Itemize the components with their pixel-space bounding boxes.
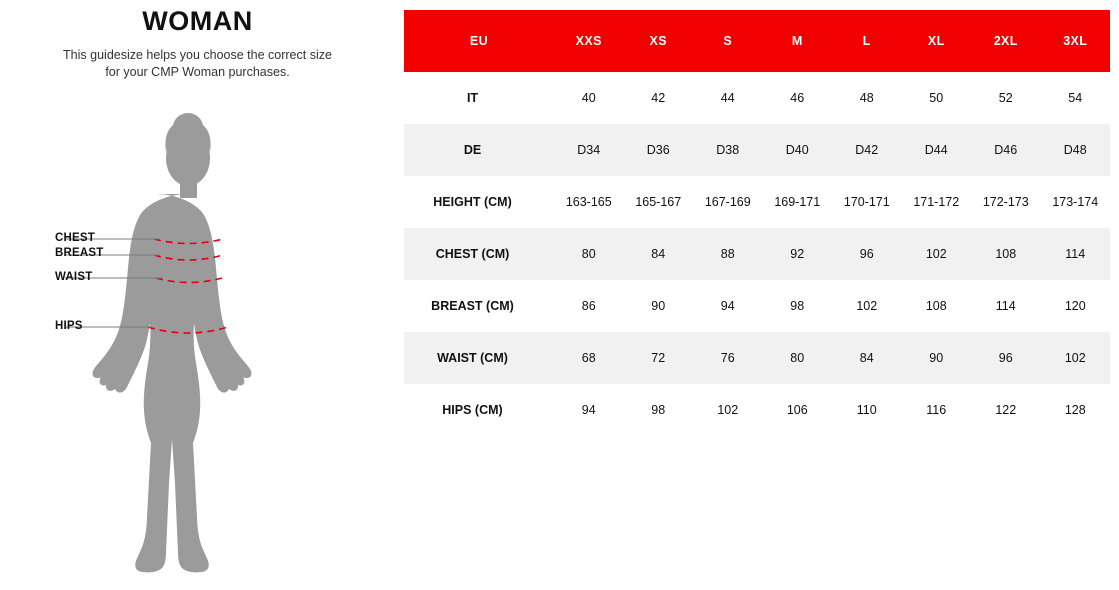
cell: 80 [581,247,596,261]
woman-silhouette-icon [40,108,350,578]
cell: 90 [929,351,944,365]
cell: D48 [1063,143,1087,157]
cell: 84 [859,351,874,365]
cell: 165-167 [635,195,682,209]
cell: D36 [646,143,670,157]
cell: 80 [790,351,805,365]
page-title: WOMAN [142,6,253,36]
cell: 46 [790,91,805,105]
header-cell-eu: EU [469,34,489,48]
cell: 94 [720,299,735,313]
header-cell-3xl: 3XL [1063,34,1088,48]
cell: 108 [925,299,947,313]
cell: 102 [717,403,739,417]
cell: 171-172 [913,195,960,209]
header-cell-2xl: 2XL [993,34,1018,48]
cell: 68 [581,351,596,365]
cell: D38 [716,143,740,157]
cell: 96 [998,351,1013,365]
hips-label: HIPS [55,320,83,332]
cell: 84 [651,247,666,261]
cell: 102 [925,247,947,261]
cell: D40 [785,143,809,157]
woman-figure-wrap [0,108,395,578]
header-cell-xxs: XXS [575,34,602,48]
breast-label: BREAST [55,247,104,259]
cell: 106 [786,403,808,417]
size-table-wrap [404,10,1110,436]
row-label-waist: WAIST (CM) [437,351,508,365]
cell: 86 [581,299,596,313]
row-label-de: DE [463,143,482,157]
cell: 44 [720,91,735,105]
cell: 116 [926,403,947,417]
row-label-hips: HIPS (CM) [442,403,503,417]
cell: 98 [651,403,666,417]
header-cell-xl: XL [927,34,945,48]
table-row [404,332,1110,384]
header-cell-s: S [723,34,733,48]
subtitle-line-1: This guidesize helps you choose the correct size [63,48,332,62]
cell: 88 [720,247,735,261]
header-cell-xs: XS [649,34,667,48]
waist-label: WAIST [55,271,93,283]
cell: 128 [1064,403,1086,417]
size-table-header [404,10,1110,72]
table-row [404,124,1110,176]
cell: 102 [1064,351,1086,365]
page-subtitle [20,47,375,81]
table-row [404,228,1110,280]
cell: 169-171 [774,195,821,209]
cell: 40 [581,91,596,105]
cell: 50 [929,91,944,105]
header-row [404,10,1110,72]
cell: 96 [859,247,874,261]
cell: 76 [720,351,735,365]
cell: 114 [995,299,1016,313]
cell: 98 [790,299,805,313]
cell: 163-165 [565,195,612,209]
table-row [404,72,1110,124]
cell: 72 [651,351,666,365]
cell: 122 [995,403,1017,417]
cell: 90 [651,299,666,313]
size-table-body [404,72,1110,436]
table-row [404,176,1110,228]
cell: 170-171 [843,195,890,209]
cell: 54 [1068,91,1083,105]
cell: 173-174 [1052,195,1099,209]
cell: 48 [859,91,874,105]
cell: 108 [995,247,1017,261]
cell: D42 [855,143,879,157]
row-label-height: HEIGHT (CM) [433,195,512,209]
cell: 114 [1065,247,1086,261]
cell: 172-173 [982,195,1029,209]
size-table [404,10,1110,436]
chest-label: CHEST [55,232,95,244]
table-row [404,280,1110,332]
cell: 110 [856,403,877,417]
cell: 102 [856,299,878,313]
cell: 120 [1064,299,1086,313]
cell: 42 [651,91,666,105]
cell: D34 [577,143,601,157]
cell: 167-169 [704,195,751,209]
row-label-chest: CHEST (CM) [435,247,510,261]
header-cell-m: M [791,34,803,48]
table-row [404,384,1110,436]
cell: 94 [581,403,596,417]
row-label-breast: BREAST (CM) [431,299,514,313]
subtitle-line-2: for your CMP Woman purchases. [105,65,290,79]
cell: 92 [790,247,805,261]
cell: D46 [994,143,1018,157]
row-label-it: IT [466,91,479,105]
header-cell-l: L [862,34,871,48]
figure-panel [0,0,395,590]
cell: 52 [998,91,1013,105]
cell: D44 [924,143,948,157]
